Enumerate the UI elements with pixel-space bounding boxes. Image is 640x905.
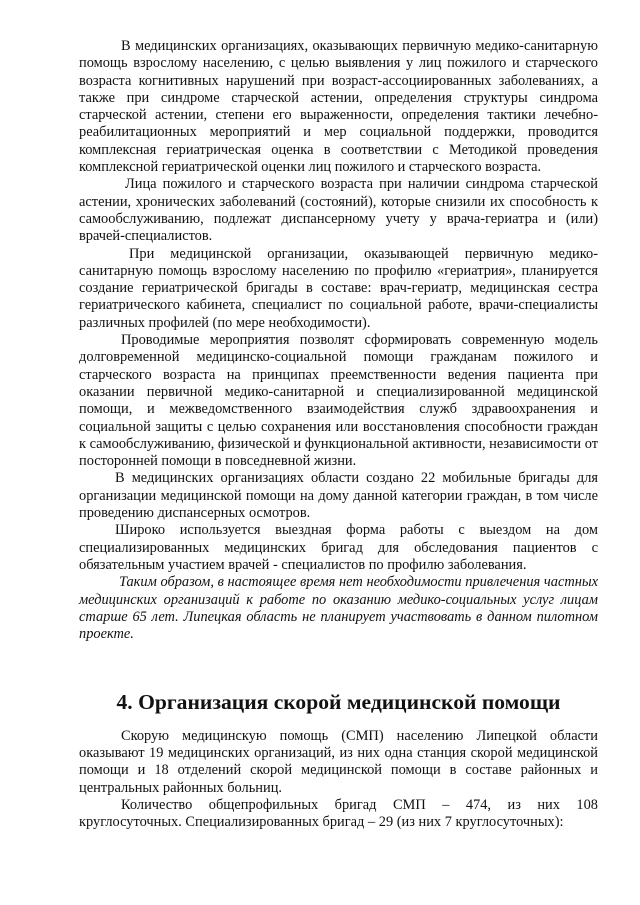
paragraph-ambulance-teams: Количество общепрофильных бригад СМП – 474, из них 108 круглосуточных. Специализированных бригад – 29 (из них 7 круглосуточных): (79, 796, 598, 831)
spacer (79, 643, 598, 694)
body-text-bottom (79, 728, 598, 832)
section-heading: 4. Организация скорой медицинской помощи (116, 690, 561, 715)
body-text-top (79, 38, 598, 643)
paragraph-geriatric-team: При медицинской организации, оказывающей первичную медико-санитарную помощь взрослому населению по профилю «гериатрия», планируется создание гериатрической бригады в составе: врач-гериатр, медицинская сестра гериатрического кабинета, специалист по социальной работе, врачи-специалисты различных профилей (по мере необходимости). (79, 245, 598, 331)
paragraph-dispensary-registration: Лица пожилого и старческого возраста при наличии синдрома старческой астении, хронических заболеваний (состояний), которые снизили их способность к самообслуживанию, подлежат диспансерному учету у врача-гериатра и (или) врачей-специалистов. (79, 176, 598, 245)
paragraph-geriatric-assessment: В медицинских организациях, оказывающих первичную медико-санитарную помощь взрослому населению, с целью выявления у лиц пожилого и старческого возраста когнитивных нарушений при возраст-ассоциированных заболеваниях, а также при синдроме старческой астении, определения структуры синдрома старческой астении, степени его выраженности, определения тактики лечебно-реабилитационных мероприятий и мер социальной поддержки, проводится комплексная гериатрическая оценка в соответствии с Методикой проведения комплексной гериатрической оценки лиц пожилого и старческого возраста. (79, 38, 598, 176)
spacer (79, 712, 598, 728)
paragraph-conclusion: Таким образом, в настоящее время нет необходимости привлечения частных медицинских организаций к работе по оказанию медико-социальных услуг лицам старше 65 лет. Липецкая область не планирует участвовать в данном пилотном проекте. (79, 574, 598, 643)
paragraph-mobile-teams: В медицинских организациях области создано 22 мобильные бригады для организации медицинской помощи на дому данной категории граждан, в том числе проведению диспансерных осмотров. (79, 470, 598, 522)
paragraph-outreach: Широко используется выездная форма работы с выездом на дом специализированных медицинских бригад для обследования пациентов с обязательным участием врачей - специалистов по профилю заболевания. (79, 522, 598, 573)
paragraph-care-model: Проводимые мероприятия позволят сформировать современную модель долговременной медицинско-социальной помощи гражданам пожилого и старческого возраста на принципах преемственности ведения пациента при оказании первичной медико-санитарной и специализированной медицинской помощи, и межведомственного взаимодействия служб здравоохранения и социальной защиты с целью сохранения или восстановления способности граждан к самообслуживанию, физической и функциональной активности, независимости от посторонней помощи в повседневной жизни. (79, 332, 599, 470)
paragraph-ambulance-organizations: Скорую медицинскую помощь (СМП) населению Липецкой области оказывают 19 медицинских организаций, из них одна станция скорой медицинской помощи и 18 отделений скорой медицинской помощи в составе районных и центральных районных больниц. (79, 727, 598, 796)
